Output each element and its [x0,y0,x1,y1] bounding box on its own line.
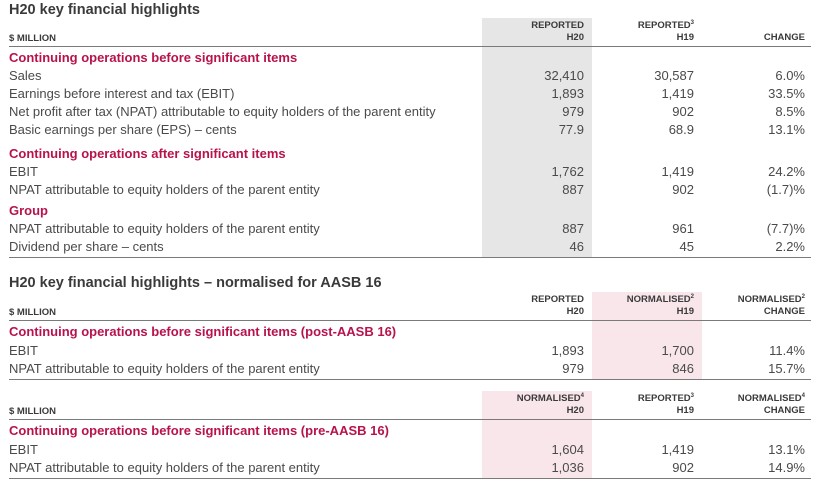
table2-section-post-aasb16: Continuing operations before significant items (post-AASB 16) [9,324,397,339]
table-row: NPAT attributable to equity holders of the parent entity 979 846 15.7% [9,361,805,376]
table1-header-rule [9,46,811,47]
table1-section-before-significant: Continuing operations before significant items [9,50,298,65]
table-row: Sales 32,410 30,587 6.0% [9,68,805,83]
table3-header-normalised-change: NORMALISED$^4$ CHANGE [737,392,805,416]
table3-section-pre-aasb16: Continuing operations before significant items (pre-AASB 16) [9,423,389,438]
table1-section-after-significant: Continuing operations after significant items [9,146,286,161]
table3-header-rule [9,419,811,420]
table3-unit-label: $ MILLION [9,406,56,417]
table3-header-normalised-h20: NORMALISED$^4$ H20 [516,392,584,416]
table1-bottom-rule [9,257,811,258]
table1-unit-label: $ MILLION [9,33,56,44]
table-row: NPAT attributable to equity holders of the parent entity 887 961 (7.7)% [9,221,805,236]
table-row: NPAT attributable to equity holders of the parent entity 1,036 902 14.9% [9,460,805,475]
table2-unit-label: $ MILLION [9,307,56,318]
table2-title: H20 key financial highlights – normalised for AASB 16 [9,275,382,291]
table2-header-normalised-h19: NORMALISED$^2$ H19 [626,293,694,317]
table1-title: H20 key financial highlights [9,2,200,18]
table2-header-rule [9,320,811,321]
table-row: EBIT 1,893 1,700 11.4% [9,343,805,358]
table3-header-reported-h19: REPORTED$^3$ H19 [637,392,694,416]
table1-section-group: Group [9,203,48,218]
table2-header-reported-h20: REPORTED H20 [531,294,584,317]
table2-bottom-rule [9,379,811,380]
table3-bottom-rule [9,478,811,479]
table1-header-change: CHANGE [763,32,805,43]
table1-header-reported-h20: REPORTED H20 [531,20,584,43]
table-row: Earnings before interest and tax (EBIT) 1,893 1,419 33.5% [9,86,805,101]
table2-header-normalised-change: NORMALISED$^2$ CHANGE [737,293,805,317]
table-row: EBIT 1,604 1,419 13.1% [9,442,805,457]
table-row: NPAT attributable to equity holders of the parent entity 887 902 (1.7)% [9,182,805,197]
table-row: EBIT 1,762 1,419 24.2% [9,164,805,179]
table-row: Net profit after tax (NPAT) attributable to equity holders of the parent entity 979 902 8.5% [9,104,805,119]
table1-header-reported-h19: REPORTED$^3$ H19 [637,19,694,43]
table-row: Basic earnings per share (EPS) – cents 77.9 68.9 13.1% [9,122,805,137]
table-row: Dividend per share – cents 46 45 2.2% [9,239,805,254]
